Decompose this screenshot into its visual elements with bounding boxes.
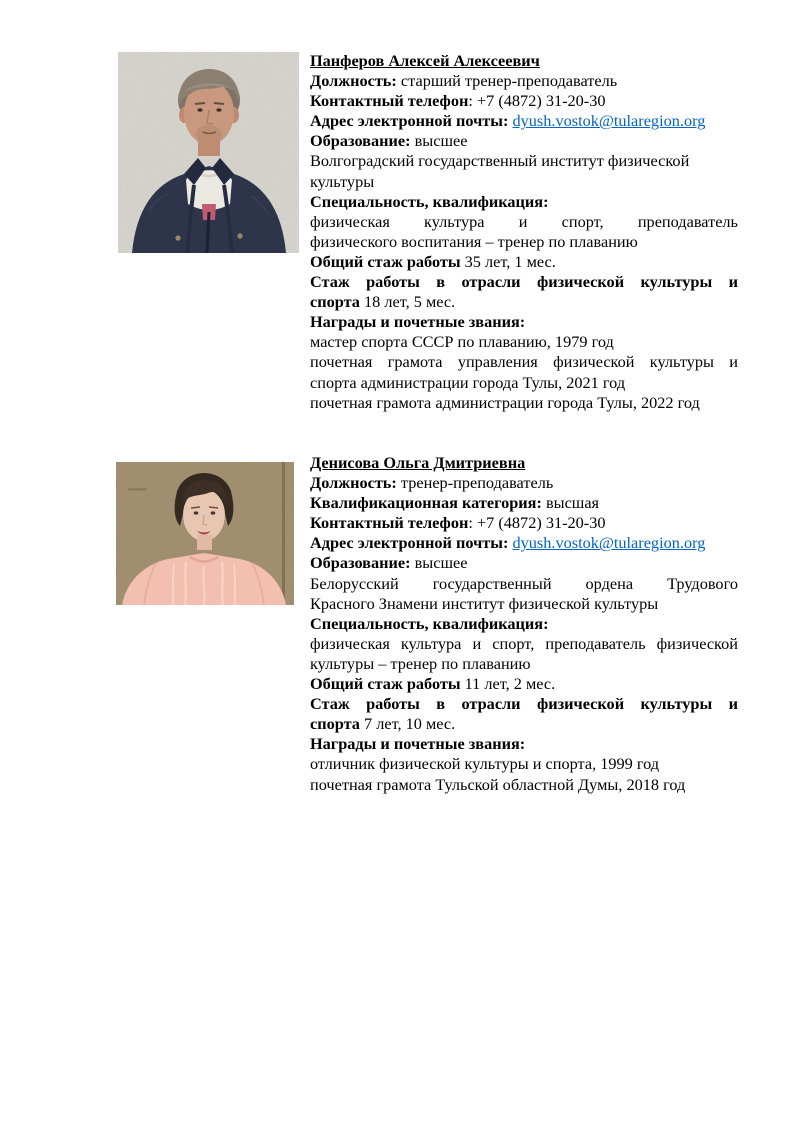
field-specialty-label: Специальность, квалификация:: [310, 613, 549, 633]
award-item-line1: почетная грамота управления физической культуры и: [310, 352, 738, 372]
person-name-text: Панферов Алексей Алексеевич: [310, 51, 540, 70]
email-link[interactable]: dyush.vostok@tularegion.org: [512, 533, 706, 553]
portrait-man-navy-jacket: [118, 52, 299, 253]
education-institution-line1: Волгоградский государственный институт физической: [310, 151, 690, 171]
eye-right: [211, 511, 216, 514]
photo-panferov: [118, 52, 299, 253]
zipper: [207, 212, 209, 253]
field-awards-label: Награды и почетные звания:: [310, 312, 526, 332]
person-name: [310, 51, 738, 71]
specialty-line1: физическая культура и спорт, преподаватель физической: [310, 633, 738, 653]
specialty-line2: физического воспитания – тренер по плаванию: [310, 231, 638, 251]
education-institution-line2: культуры: [310, 171, 375, 191]
photo-denisova: [116, 462, 294, 605]
industry-experience-line2: спорта 18 лет, 5 мес.: [310, 292, 456, 312]
award-item: почетная грамота Тульской областной Думы, 2018 год: [310, 774, 686, 794]
door-frame-line: [282, 462, 285, 605]
field-total-experience: Общий стаж работы 35 лет, 1 мес.: [310, 251, 556, 271]
education-institution-line1: Белорусский государственный ордена Трудового: [310, 573, 738, 593]
field-position: Должность: старший тренер-преподаватель: [310, 71, 618, 91]
jacket-button: [175, 235, 180, 240]
specialty-line1: физическая культура и спорт, преподаватель: [310, 211, 738, 231]
eye-right: [216, 108, 221, 112]
award-item: отличник физической культуры и спорта, 1999 год: [310, 754, 660, 774]
award-item-line2: спорта администрации города Тулы, 2021 год: [310, 372, 626, 392]
profile-text-panferov: [310, 51, 738, 413]
field-total-experience: Общий стаж работы 11 лет, 2 мес.: [310, 674, 556, 694]
eye-left: [194, 511, 199, 514]
award-item: мастер спорта СССР по плаванию, 1979 год: [310, 332, 614, 352]
field-phone: Контактный телефон: +7 (4872) 31-20-30: [310, 513, 606, 533]
industry-experience-line1: Стаж работы в отрасли физической культуры и: [310, 694, 738, 714]
field-phone: Контактный телефон: +7 (4872) 31-20-30: [310, 91, 606, 111]
field-education: Образование: высшее: [310, 553, 468, 573]
field-qualification-category: Квалификационная категория: высшая: [310, 493, 600, 513]
field-awards-label: Награды и почетные звания:: [310, 734, 526, 754]
industry-experience-line2: спорта 7 лет, 10 мес.: [310, 714, 456, 734]
award-item: почетная грамота администрации города Тулы, 2022 год: [310, 392, 700, 412]
email-link[interactable]: dyush.vostok@tularegion.org: [512, 111, 706, 131]
field-position: Должность: тренер-преподаватель: [310, 473, 554, 493]
person-name-text: Денисова Ольга Дмитриевна: [310, 453, 526, 472]
neck: [198, 137, 220, 156]
specialty-line2: культуры – тренер по плаванию: [310, 653, 531, 673]
industry-experience-line1: Стаж работы в отрасли физической культуры и: [310, 272, 738, 292]
neck: [197, 535, 212, 550]
eye-left: [197, 108, 202, 112]
portrait-woman-pink-sweater: [116, 462, 294, 605]
field-specialty-label: Специальность, квалификация:: [310, 191, 549, 211]
person-name: [310, 453, 738, 473]
field-email: Адрес электронной почты: dyush.vostok@tularegion.org: [310, 111, 706, 131]
jacket-button: [237, 233, 242, 238]
field-email: Адрес электронной почты: dyush.vostok@tularegion.org: [310, 533, 706, 553]
field-education: Образование: высшее: [310, 131, 468, 151]
education-institution-line2: Красного Знамени институт физической культуры: [310, 593, 659, 613]
profile-text-denisova: [310, 453, 738, 795]
